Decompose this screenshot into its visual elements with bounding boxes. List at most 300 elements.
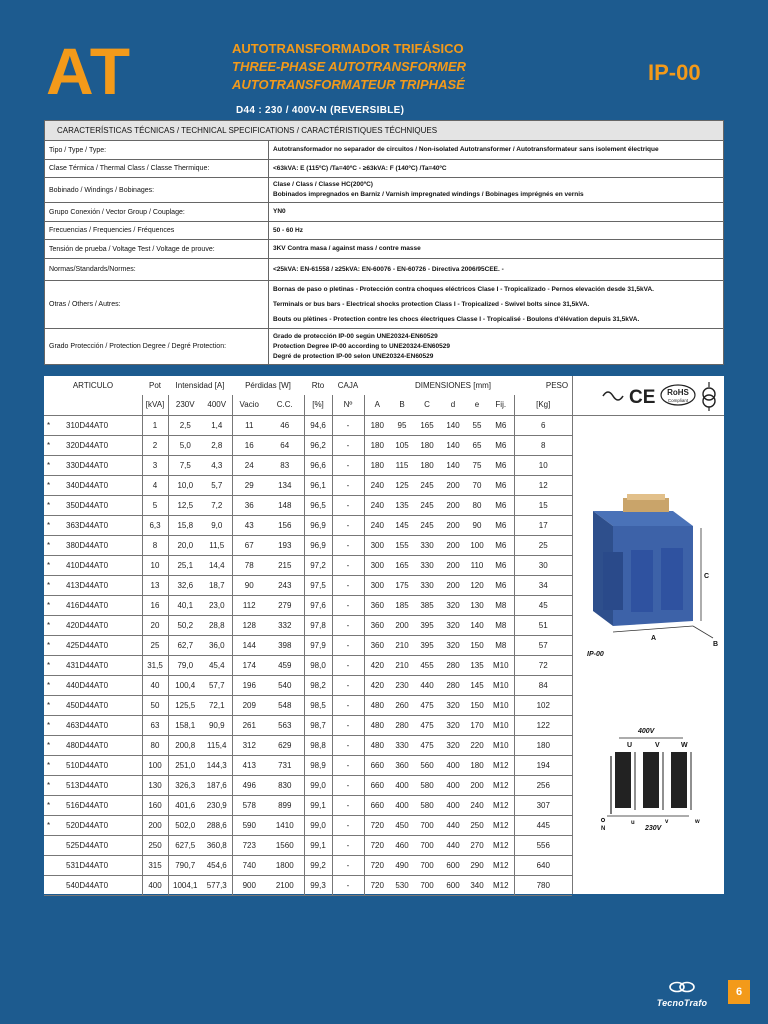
spec-value-line: Terminals or bus bars - Electrical shocks protection Class I - Tropicalized - Swivel bolts since 31,5kVA. <box>273 300 590 308</box>
col-caja: CAJA <box>337 381 359 390</box>
cell-fij: M10 <box>488 695 514 715</box>
cell-rto: 99,1 <box>304 835 332 855</box>
table-row <box>44 515 572 535</box>
cell-vac: 174 <box>232 655 266 675</box>
cell-c: 700 <box>414 815 440 835</box>
spec-value-line: Bornas de paso o pletinas - Protección contra choques eléctricos Clase I - Tropicalizado - Pernos elevación desde 31,5kVA. <box>273 285 654 293</box>
cell-pot: 100 <box>142 755 168 775</box>
cell-star: * <box>47 560 51 570</box>
spec-value-line: Degré de protection IP-00 selon UNE20324-EN60529 <box>273 352 434 360</box>
cell-code: 513D44AT0 <box>66 780 109 790</box>
cell-rto: 98,5 <box>304 695 332 715</box>
cell-code: 340D44AT0 <box>66 480 109 490</box>
cell-c: 165 <box>414 415 440 435</box>
cell-i230: 62,7 <box>168 635 202 655</box>
spec-value-line: <25kVA: EN-61558 / ≥25kVA: EN-60076 - EN-60726 - Directiva 2006/95CEE. - <box>273 265 504 273</box>
table-row <box>44 735 572 755</box>
product-table <box>44 376 572 896</box>
cell-caja: - <box>332 835 364 855</box>
cell-code: 425D44AT0 <box>66 640 109 650</box>
cell-c: 330 <box>414 555 440 575</box>
cell-e: 75 <box>466 455 488 475</box>
series-code: AT <box>46 34 132 108</box>
cell-vac: 196 <box>232 675 266 695</box>
svg-text:CE: CE <box>629 387 656 408</box>
cell-vac: 128 <box>232 615 266 635</box>
cell-i400: 577,3 <box>202 875 232 895</box>
cell-caja: - <box>332 715 364 735</box>
cell-star: * <box>47 420 51 430</box>
cell-code: 440D44AT0 <box>66 680 109 690</box>
cell-cc: 1410 <box>266 815 304 835</box>
cell-c: 700 <box>414 835 440 855</box>
cell-cc: 2100 <box>266 875 304 895</box>
cell-pot: 5 <box>142 495 168 515</box>
cell-c: 330 <box>414 535 440 555</box>
cell-i400: 9,0 <box>202 515 232 535</box>
col-rto: Rto <box>311 381 325 390</box>
cell-a: 660 <box>364 755 390 775</box>
cell-e: 70 <box>466 475 488 495</box>
model-subtitle: D44 : 230 / 400V-N (REVERSIBLE) <box>236 105 405 116</box>
cell-e: 290 <box>466 855 488 875</box>
cell-d: 600 <box>440 855 466 875</box>
cell-articulo <box>44 715 142 735</box>
cell-cc: 548 <box>266 695 304 715</box>
cell-kg: 102 <box>514 695 572 715</box>
cell-b: 330 <box>390 735 414 755</box>
cell-rto: 96,9 <box>304 515 332 535</box>
cell-b: 105 <box>390 435 414 455</box>
cell-star: * <box>47 780 51 790</box>
spec-row <box>45 329 724 365</box>
cell-star: * <box>47 700 51 710</box>
cell-fij: M12 <box>488 815 514 835</box>
cell-a: 720 <box>364 835 390 855</box>
cell-rto: 98,8 <box>304 735 332 755</box>
cell-rto: 98,0 <box>304 655 332 675</box>
cell-caja: - <box>332 415 364 435</box>
cell-rto: 96,9 <box>304 535 332 555</box>
spec-value <box>269 178 724 203</box>
cell-d: 200 <box>440 475 466 495</box>
cell-i400: 36,0 <box>202 635 232 655</box>
cell-vac: 900 <box>232 875 266 895</box>
cell-star: * <box>47 540 51 550</box>
cell-pot: 400 <box>142 875 168 895</box>
cell-c: 475 <box>414 715 440 735</box>
col-articulo: ARTICULO <box>72 381 114 390</box>
cell-a: 180 <box>364 435 390 455</box>
spec-row <box>45 240 724 259</box>
cell-cc: 398 <box>266 635 304 655</box>
cell-i230: 1004,1 <box>168 875 202 895</box>
cell-vac: 29 <box>232 475 266 495</box>
col-no: Nº <box>332 395 364 415</box>
cell-fij: M6 <box>488 575 514 595</box>
ac-symbol-icon <box>603 392 623 400</box>
cell-kg: 15 <box>514 495 572 515</box>
cell-a: 480 <box>364 735 390 755</box>
cell-e: 270 <box>466 835 488 855</box>
cell-kg: 72 <box>514 655 572 675</box>
col-a: A <box>364 395 390 415</box>
cell-pot: 50 <box>142 695 168 715</box>
cell-rto: 96,6 <box>304 455 332 475</box>
cell-b: 400 <box>390 795 414 815</box>
cell-b: 260 <box>390 695 414 715</box>
cell-b: 230 <box>390 675 414 695</box>
table-row <box>44 435 572 455</box>
cell-rto: 99,3 <box>304 875 332 895</box>
cell-c: 580 <box>414 795 440 815</box>
cell-i400: 1,4 <box>202 415 232 435</box>
cell-star: * <box>47 460 51 470</box>
cell-caja: - <box>332 435 364 455</box>
cell-fij: M8 <box>488 595 514 615</box>
cell-i400: 288,6 <box>202 815 232 835</box>
cell-a: 720 <box>364 815 390 835</box>
title-es: AUTOTRANSFORMADOR TRIFÁSICO <box>232 41 464 56</box>
cell-i230: 20,0 <box>168 535 202 555</box>
cell-d: 440 <box>440 815 466 835</box>
cell-kg: 45 <box>514 595 572 615</box>
cell-code: 510D44AT0 <box>66 760 109 770</box>
cell-i230: 502,0 <box>168 815 202 835</box>
col-c: C <box>414 395 440 415</box>
cell-pot: 1 <box>142 415 168 435</box>
cell-pot: 25 <box>142 635 168 655</box>
cell-star: * <box>47 820 51 830</box>
cell-caja: - <box>332 535 364 555</box>
cell-a: 240 <box>364 495 390 515</box>
ce-mark-icon <box>629 387 655 408</box>
spec-key: Normas/Standards/Normes: <box>45 259 269 281</box>
cell-i400: 115,4 <box>202 735 232 755</box>
svg-text:IP-00: IP-00 <box>587 651 604 658</box>
cell-d: 320 <box>440 615 466 635</box>
cell-star: * <box>47 500 51 510</box>
spec-value <box>269 141 724 160</box>
cell-b: 155 <box>390 535 414 555</box>
cell-kg: 780 <box>514 875 572 895</box>
spec-row <box>45 141 724 160</box>
cell-kg: 25 <box>514 535 572 555</box>
cell-e: 170 <box>466 715 488 735</box>
cell-i230: 251,0 <box>168 755 202 775</box>
cell-fij: M10 <box>488 735 514 755</box>
cell-cc: 332 <box>266 615 304 635</box>
cell-caja: - <box>332 555 364 575</box>
cell-cc: 134 <box>266 475 304 495</box>
spec-row <box>45 222 724 240</box>
cell-e: 145 <box>466 675 488 695</box>
cell-a: 300 <box>364 555 390 575</box>
svg-text:RoHS: RoHS <box>667 388 689 397</box>
cell-pot: 8 <box>142 535 168 555</box>
cell-fij: M12 <box>488 755 514 775</box>
cell-b: 450 <box>390 815 414 835</box>
cell-rto: 99,0 <box>304 775 332 795</box>
table-row <box>44 575 572 595</box>
cell-d: 200 <box>440 515 466 535</box>
cell-pot: 4 <box>142 475 168 495</box>
cell-b: 360 <box>390 755 414 775</box>
cell-i230: 401,6 <box>168 795 202 815</box>
table-row <box>44 455 572 475</box>
col-cc: C.C. <box>266 395 304 415</box>
cell-i230: 40,1 <box>168 595 202 615</box>
cell-articulo <box>44 735 142 755</box>
cell-cc: 731 <box>266 755 304 775</box>
col-d: d <box>440 395 466 415</box>
cell-d: 320 <box>440 635 466 655</box>
cell-cc: 46 <box>266 415 304 435</box>
col-fij: Fij. <box>488 395 514 415</box>
cell-cc: 899 <box>266 795 304 815</box>
cell-c: 180 <box>414 455 440 475</box>
cell-i230: 15,8 <box>168 515 202 535</box>
cell-pot: 40 <box>142 675 168 695</box>
cell-vac: 67 <box>232 535 266 555</box>
cell-i230: 2,5 <box>168 415 202 435</box>
transformer-drawing <box>587 494 718 658</box>
cell-a: 420 <box>364 675 390 695</box>
cell-kg: 8 <box>514 435 572 455</box>
cell-d: 280 <box>440 675 466 695</box>
title-en: THREE-PHASE AUTOTRANSFORMER <box>232 59 467 74</box>
cell-cc: 1800 <box>266 855 304 875</box>
cell-fij: M6 <box>488 415 514 435</box>
cell-i400: 28,8 <box>202 615 232 635</box>
table-row <box>44 555 572 575</box>
cell-d: 200 <box>440 555 466 575</box>
cell-b: 115 <box>390 455 414 475</box>
cell-kg: 84 <box>514 675 572 695</box>
cell-pot: 31,5 <box>142 655 168 675</box>
cell-kg: 6 <box>514 415 572 435</box>
cell-i400: 57,7 <box>202 675 232 695</box>
cell-e: 80 <box>466 495 488 515</box>
brand-mark-icon <box>667 981 697 993</box>
cell-e: 65 <box>466 435 488 455</box>
spec-key: Otras / Others / Autres: <box>45 281 269 329</box>
cell-star: * <box>47 800 51 810</box>
col-kg: [Kg] <box>514 395 572 415</box>
cell-cc: 1560 <box>266 835 304 855</box>
svg-text:u: u <box>631 820 635 826</box>
cell-fij: M12 <box>488 835 514 855</box>
spec-value-line: Bouts ou plètines - Protection contre les chocs électriques Classe I - Tropicalisé - Boulons d'élévation depuis 31,5kVA. <box>273 315 640 323</box>
cell-c: 245 <box>414 475 440 495</box>
cell-articulo <box>44 615 142 635</box>
cell-c: 700 <box>414 875 440 895</box>
cell-e: 240 <box>466 795 488 815</box>
cell-vac: 24 <box>232 455 266 475</box>
cell-kg: 194 <box>514 755 572 775</box>
table-row <box>44 415 572 435</box>
table-row <box>44 775 572 795</box>
cell-i400: 72,1 <box>202 695 232 715</box>
cell-b: 460 <box>390 835 414 855</box>
spec-row <box>45 203 724 222</box>
cell-caja: - <box>332 855 364 875</box>
cell-i230: 627,5 <box>168 835 202 855</box>
table-row <box>44 595 572 615</box>
cell-caja: - <box>332 875 364 895</box>
col-intensidad: Intensidad [A] <box>175 381 225 390</box>
cell-e: 150 <box>466 695 488 715</box>
cell-fij: M8 <box>488 635 514 655</box>
svg-text:Compliant: Compliant <box>667 398 689 403</box>
cell-rto: 94,6 <box>304 415 332 435</box>
cell-b: 185 <box>390 595 414 615</box>
svg-text:B: B <box>713 641 719 648</box>
cell-code: 310D44AT0 <box>66 420 109 430</box>
cell-rto: 98,9 <box>304 755 332 775</box>
cell-b: 95 <box>390 415 414 435</box>
cell-d: 320 <box>440 715 466 735</box>
cell-pot: 10 <box>142 555 168 575</box>
cell-vac: 740 <box>232 855 266 875</box>
cell-articulo <box>44 695 142 715</box>
table-row <box>44 715 572 735</box>
brand-name: TecnoTrafo <box>656 998 708 1008</box>
cell-vac: 90 <box>232 575 266 595</box>
spec-value <box>269 259 724 281</box>
cell-c: 245 <box>414 515 440 535</box>
spec-heading: CARACTERÍSTICAS TÉCNICAS / TECHNICAL SPECIFICATIONS / CARACTÉRISTIQUES TÉCHNIQUES <box>45 121 724 141</box>
cell-i230: 25,1 <box>168 555 202 575</box>
cell-kg: 640 <box>514 855 572 875</box>
cell-rto: 99,0 <box>304 815 332 835</box>
cell-fij: M10 <box>488 715 514 735</box>
cell-e: 55 <box>466 415 488 435</box>
svg-text:v: v <box>665 819 669 825</box>
cell-cc: 64 <box>266 435 304 455</box>
cell-kg: 445 <box>514 815 572 835</box>
table-row <box>44 615 572 635</box>
spec-value-line: <63kVA: E (115ºC) /Ta=40ºC - ≥63kVA: F (140ºC) /Ta=40ºC <box>273 164 447 172</box>
cell-kg: 180 <box>514 735 572 755</box>
cell-star: * <box>47 640 51 650</box>
cell-code: 540D44AT0 <box>66 880 109 890</box>
cell-d: 200 <box>440 495 466 515</box>
spec-value-line: Bobinados impregnados en Barniz / Varnish impregnated windings / Bobinages imprégnés en vernis <box>273 191 584 198</box>
spec-value-line: YN0 <box>273 208 286 215</box>
cell-pot: 16 <box>142 595 168 615</box>
cell-b: 210 <box>390 635 414 655</box>
cell-b: 200 <box>390 615 414 635</box>
spec-row <box>45 160 724 178</box>
table-row <box>44 855 572 875</box>
svg-text:230V: 230V <box>645 825 662 832</box>
table-row <box>44 875 572 895</box>
cell-d: 400 <box>440 755 466 775</box>
cell-rto: 97,6 <box>304 595 332 615</box>
spec-key: Grado Protección / Protection Degree / Degré Protection: <box>45 329 269 365</box>
col-perdidas: Pérdidas [W] <box>245 381 291 390</box>
cell-rto: 98,7 <box>304 715 332 735</box>
cell-code: 463D44AT0 <box>66 720 109 730</box>
cell-rto: 97,2 <box>304 555 332 575</box>
cell-fij: M6 <box>488 435 514 455</box>
cell-star: * <box>47 580 51 590</box>
cell-caja: - <box>332 495 364 515</box>
cell-articulo <box>44 595 142 615</box>
cell-kg: 30 <box>514 555 572 575</box>
cell-code: 330D44AT0 <box>66 460 109 470</box>
cell-pot: 200 <box>142 815 168 835</box>
cell-fij: M12 <box>488 855 514 875</box>
cell-articulo <box>44 475 142 495</box>
drawings-column <box>572 416 724 894</box>
cell-kg: 34 <box>514 575 572 595</box>
cell-caja: - <box>332 675 364 695</box>
cell-fij: M12 <box>488 875 514 895</box>
cell-e: 135 <box>466 655 488 675</box>
cell-articulo <box>44 415 142 435</box>
svg-text:400V: 400V <box>638 728 655 735</box>
cell-c: 475 <box>414 735 440 755</box>
col-b: B <box>390 395 414 415</box>
cell-articulo <box>44 435 142 455</box>
cell-d: 200 <box>440 575 466 595</box>
cell-i400: 14,4 <box>202 555 232 575</box>
cell-c: 700 <box>414 855 440 875</box>
cell-fij: M10 <box>488 655 514 675</box>
spec-value <box>269 240 724 259</box>
cell-d: 140 <box>440 455 466 475</box>
cell-kg: 556 <box>514 835 572 855</box>
cell-fij: M12 <box>488 795 514 815</box>
transformer-symbol-icon <box>703 382 715 411</box>
cell-i400: 7,2 <box>202 495 232 515</box>
title-fr: AUTOTRANSFORMATEUR TRIPHASÉ <box>232 77 465 92</box>
cell-i230: 790,7 <box>168 855 202 875</box>
cell-a: 300 <box>364 575 390 595</box>
cell-i400: 230,9 <box>202 795 232 815</box>
cell-code: 525D44AT0 <box>66 840 109 850</box>
spec-key: Tipo / Type / Type: <box>45 141 269 160</box>
cell-i400: 187,6 <box>202 775 232 795</box>
cell-vac: 78 <box>232 555 266 575</box>
cell-vac: 590 <box>232 815 266 835</box>
cell-c: 245 <box>414 495 440 515</box>
svg-text:W: W <box>681 742 688 749</box>
cell-kg: 10 <box>514 455 572 475</box>
svg-text:N: N <box>601 826 606 832</box>
cell-articulo <box>44 575 142 595</box>
cell-a: 240 <box>364 515 390 535</box>
cell-rto: 97,9 <box>304 635 332 655</box>
cell-articulo <box>44 875 142 895</box>
cell-kg: 57 <box>514 635 572 655</box>
cell-fij: M6 <box>488 515 514 535</box>
col-kva: [kVA] <box>142 395 168 415</box>
cell-i230: 5,0 <box>168 435 202 455</box>
product-table-panel <box>44 376 724 894</box>
cell-c: 180 <box>414 435 440 455</box>
cell-code: 450D44AT0 <box>66 700 109 710</box>
table-row <box>44 635 572 655</box>
spec-row <box>45 259 724 281</box>
cell-star: * <box>47 720 51 730</box>
cell-c: 385 <box>414 595 440 615</box>
cell-cc: 156 <box>266 515 304 535</box>
cell-i230: 7,5 <box>168 455 202 475</box>
cell-fij: M6 <box>488 535 514 555</box>
